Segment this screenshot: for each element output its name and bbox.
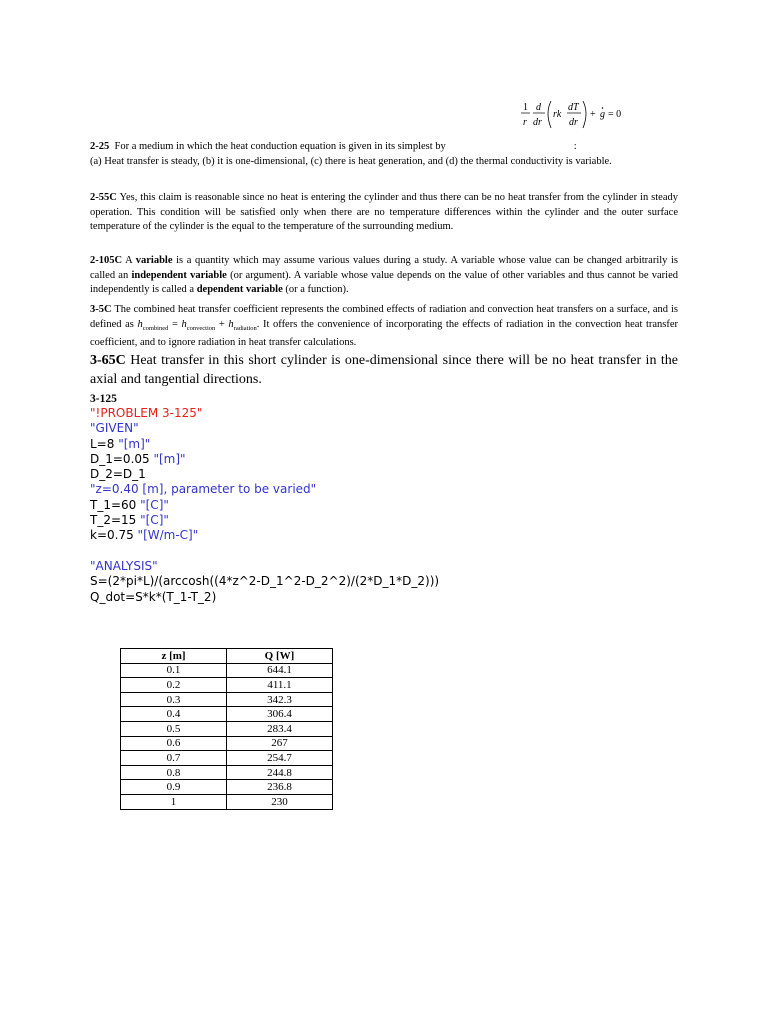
code-line-L: L=8 "[m]" (90, 436, 151, 451)
cell-z: 0.7 (121, 751, 227, 766)
paragraph-3-125: 3-125 (90, 393, 117, 405)
code-line-D1: D_1=0.05 "[m]" (90, 451, 186, 466)
svg-text:dT: dT (568, 102, 579, 113)
cell-q: 267 (227, 736, 333, 751)
cell-z: 0.2 (121, 678, 227, 693)
table-row (121, 663, 333, 678)
table-header-row (121, 649, 333, 664)
table-row (121, 692, 333, 707)
paragraph-3-65c: 3-65C Heat transfer in this short cylinder is one-dimensional since there will be no heat transfer in the axial and tangential directions. (90, 353, 678, 387)
cell-q: 306.4 (227, 707, 333, 722)
svg-text:g: g (600, 109, 605, 120)
cell-z: 0.8 (121, 765, 227, 780)
svg-text:rk: rk (553, 109, 562, 120)
cell-z: 0.1 (121, 663, 227, 678)
table-row (121, 751, 333, 766)
code-line-T1: T_1=60 "[C]" (90, 497, 169, 512)
results-table (120, 648, 333, 810)
svg-text:dr: dr (569, 117, 578, 128)
heat-conduction-equation (520, 98, 640, 136)
code-line-S: S=(2*pi*L)/(arccosh((4*z^2-D_1^2-D_2^2)/(2*D_1*D_2))) (90, 574, 440, 589)
svg-text:r: r (523, 117, 527, 128)
ees-code-block (90, 406, 439, 605)
cell-z: 0.9 (121, 780, 227, 795)
column-header-z: z [m] (121, 649, 227, 664)
paragraph-2-55c: 2-55C Yes, this claim is reasonable since no heat is entering the cylinder and thus there can be no heat transfer from the cylinder in steady operation. This condition will be satisfied only when there are no temperature differences within the cylinder and the outer surface temperature of the cylinder is the equal to the temperature of the surrounding medium. (90, 192, 678, 232)
cell-q: 644.1 (227, 663, 333, 678)
cell-q: 236.8 (227, 780, 333, 795)
column-header-q: Q [W] (227, 649, 333, 664)
svg-text:1: 1 (523, 102, 528, 113)
paragraph-2-25: 2-25 For a medium in which the heat conduction equation is given in its simplest by : (a) Heat transfer is steady, (b) it is one-dimensional, (c) there is heat generation, and (d) the thermal conductivity is variable. (90, 141, 612, 167)
table-row (121, 678, 333, 693)
cell-q: 342.3 (227, 692, 333, 707)
table-row (121, 736, 333, 751)
table-row (121, 721, 333, 736)
paragraph-2-105c: 2-105C A variable is a quantity which may assume various values during a study. A variable whose value can be changed arbitrarily is called an independent variable (or argument). A variable whose value depends on the value of other variables and thus cannot be varied independently is called a dependent variable (or a function). (90, 255, 679, 295)
svg-text:d: d (536, 102, 541, 113)
cell-q: 230 (227, 794, 333, 809)
code-line-given: "GIVEN" (90, 421, 139, 436)
table-row (121, 765, 333, 780)
cell-q: 283.4 (227, 721, 333, 736)
cell-z: 0.3 (121, 692, 227, 707)
cell-z: 1 (121, 794, 227, 809)
table-row (121, 707, 333, 722)
code-line-k: k=0.75 "[W/m-C]" (90, 528, 199, 543)
table-row (121, 794, 333, 809)
svg-text:dr: dr (533, 117, 542, 128)
cell-z: 0.4 (121, 707, 227, 722)
svg-text:= 0: = 0 (608, 109, 622, 120)
cell-z: 0.5 (121, 721, 227, 736)
table-row (121, 780, 333, 795)
code-line-T2: T_2=15 "[C]" (90, 513, 169, 528)
code-line-Qdot: Q_dot=S*k*(T_1-T_2) (90, 589, 217, 604)
cell-q: 254.7 (227, 751, 333, 766)
code-line-problem: "!PROBLEM 3-125" (90, 406, 203, 420)
code-line-D2: D_2=D_1 (90, 467, 146, 482)
svg-text:+: + (590, 109, 596, 120)
code-line-z: "z=0.40 [m], parameter to be varied" (90, 482, 317, 497)
cell-z: 0.6 (121, 736, 227, 751)
code-line-analysis: "ANALYSIS" (90, 558, 158, 573)
paragraph-3-5c: 3-5C The combined heat transfer coefficient represents the combined effects of radiation and convection heat transfers on a surface, and is defined as $h_{combined} = h_{convection} + h_{radiation}$. It offers the convenience of incorporating the effects of radiation in the convection heat transfer coefficient, and to ignore radiation in heat transfer calculations. (90, 304, 679, 349)
cell-q: 411.1 (227, 678, 333, 693)
cell-q: 244.8 (227, 765, 333, 780)
